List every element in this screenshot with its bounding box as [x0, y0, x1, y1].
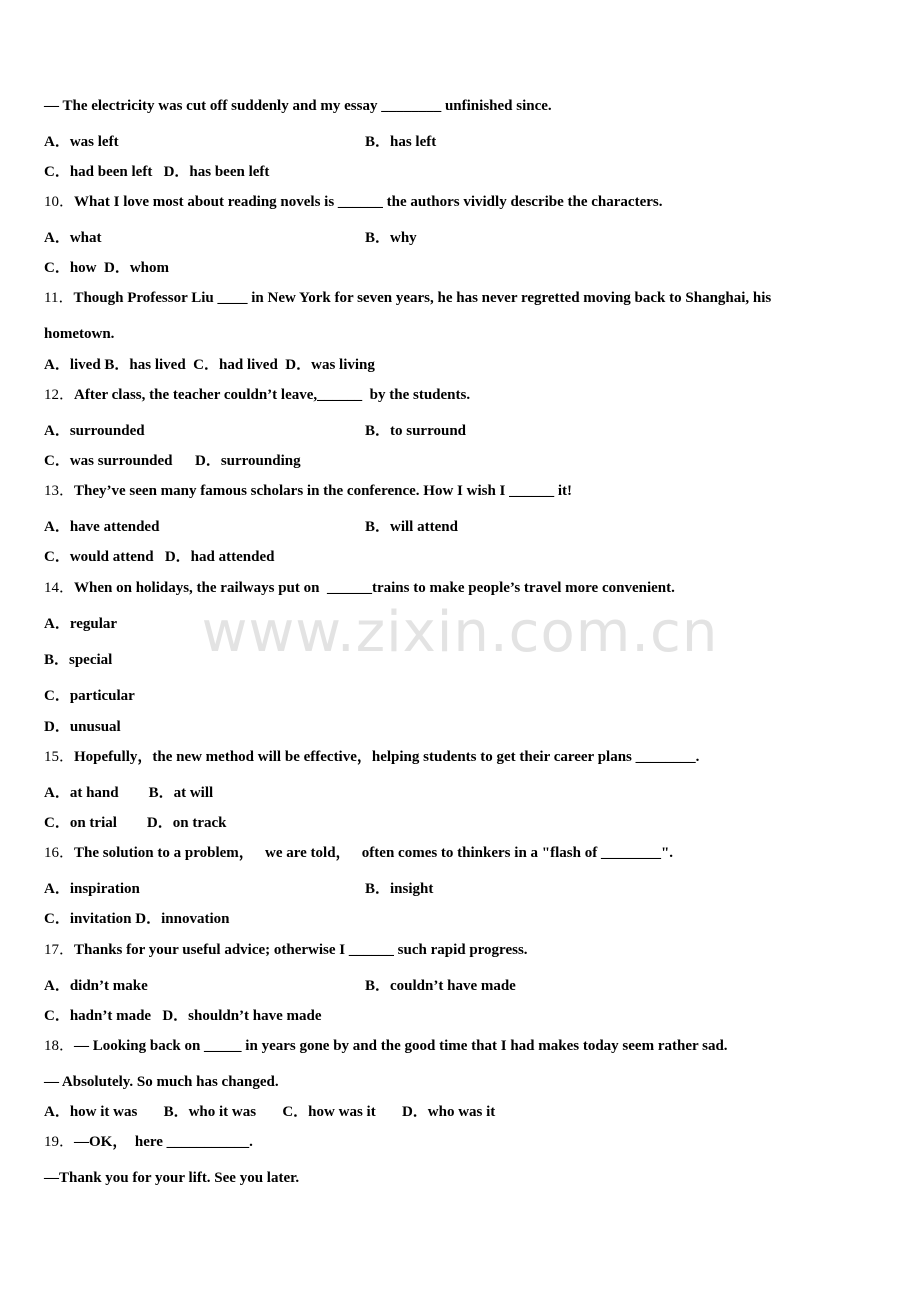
line-text: A．how it was B．who it was C．how was it D．who was it [44, 1104, 496, 1120]
line-text: — Absolutely. So much has changed. [44, 1074, 279, 1090]
question-line [44, 288, 771, 308]
line-text: A．regular [44, 616, 118, 632]
line-text: C．hadn’t made D．shouldn’t have made [44, 1008, 322, 1024]
line-text: When on holidays, the railways put on ______trains to make people’s travel more convenient. [74, 580, 675, 596]
question-number: 11． [44, 290, 74, 306]
question-number: 14． [44, 580, 75, 596]
question-line [44, 1036, 728, 1056]
text-line [44, 686, 135, 706]
line-text: C．on trial D．on track [44, 815, 227, 831]
question-line [44, 747, 699, 767]
question-number: 13． [44, 483, 75, 499]
question-number: 16． [44, 845, 75, 861]
line-text: The solution to a problem， we are told， often comes to thinkers in a "flash of ________". [74, 845, 674, 861]
line-text: After class, the teacher couldn’t leave,______ by the students. [74, 387, 471, 403]
option-column-2: B．why [365, 230, 417, 246]
line-text: — Looking back on _____ in years gone by and the good time that I had makes today seem rather sad. [74, 1038, 728, 1054]
line-text: A．what [44, 230, 102, 246]
question-line [44, 940, 528, 960]
question-number: 10． [44, 194, 75, 210]
line-text: They’ve seen many famous scholars in the conference. How I wish I ______ it! [74, 483, 573, 499]
option-column-2: B．has left [365, 134, 437, 150]
text-line [44, 132, 119, 152]
line-text: A．lived B．has lived C．had lived D．was living [44, 357, 375, 373]
text-line [44, 451, 301, 471]
text-line [44, 355, 375, 375]
question-line [44, 481, 572, 501]
question-line [44, 1132, 253, 1152]
text-line [44, 547, 274, 567]
question-number: 17． [44, 942, 75, 958]
line-text: Hopefully，the new method will be effective，helping students to get their career plans ________. [74, 749, 700, 765]
line-text: C．particular [44, 688, 135, 704]
text-line [44, 1168, 299, 1188]
line-text: D．unusual [44, 719, 121, 735]
line-text: Thanks for your useful advice; otherwise I ______ such rapid progress. [74, 942, 528, 958]
line-text: hometown. [44, 326, 115, 342]
text-line [44, 614, 117, 634]
line-text: C．was surrounded D．surrounding [44, 453, 301, 469]
text-line [44, 813, 227, 833]
text-line [44, 228, 102, 248]
option-column-2: B．to surround [365, 423, 467, 439]
text-line [44, 650, 112, 670]
line-text: A．inspiration [44, 881, 140, 897]
line-text: C．would attend D．had attended [44, 549, 275, 565]
line-text: —Thank you for your lift. See you later. [44, 1170, 300, 1186]
question-line [44, 385, 470, 405]
question-line [44, 578, 675, 598]
line-text: — The electricity was cut off suddenly and my essay ________ unfinished since. [44, 98, 552, 114]
line-text: A．at hand B．at will [44, 785, 214, 801]
text-line [44, 717, 121, 737]
line-text: C．invitation D．innovation [44, 911, 230, 927]
option-column-2: B．insight [365, 881, 434, 897]
line-text: A．was left [44, 134, 119, 150]
line-text: A．surrounded [44, 423, 145, 439]
question-line [44, 192, 662, 212]
text-line [44, 324, 114, 344]
line-text: C．had been left D．has been left [44, 164, 270, 180]
question-number: 18． [44, 1038, 75, 1054]
question-line [44, 843, 673, 863]
question-number: 19． [44, 1134, 75, 1150]
text-line [44, 258, 169, 278]
line-text: —OK， here ___________. [74, 1134, 253, 1150]
question-number: 15． [44, 749, 75, 765]
line-text: A．have attended [44, 519, 160, 535]
text-line [44, 1072, 279, 1092]
text-line [44, 909, 229, 929]
text-line [44, 517, 159, 537]
text-line [44, 162, 269, 182]
text-line [44, 783, 213, 803]
line-text: What I love most about reading novels is ______ the authors vividly describe the characters. [74, 194, 663, 210]
line-text: Though Professor Liu ____ in New York for seven years, he has never regretted moving back to Shanghai, his [73, 290, 772, 306]
line-text: C．how D．whom [44, 260, 170, 276]
text-line [44, 96, 552, 116]
text-line [44, 976, 148, 996]
text-line [44, 879, 140, 899]
watermark: www.zixin.com.cn [201, 600, 719, 665]
question-number: 12． [44, 387, 75, 403]
line-text: B．special [44, 652, 113, 668]
text-line [44, 1102, 495, 1122]
line-text: A．didn’t make [44, 978, 148, 994]
text-line [44, 421, 145, 441]
option-column-2: B．couldn’t have made [365, 978, 516, 994]
text-line [44, 1006, 322, 1026]
option-column-2: B．will attend [365, 519, 458, 535]
